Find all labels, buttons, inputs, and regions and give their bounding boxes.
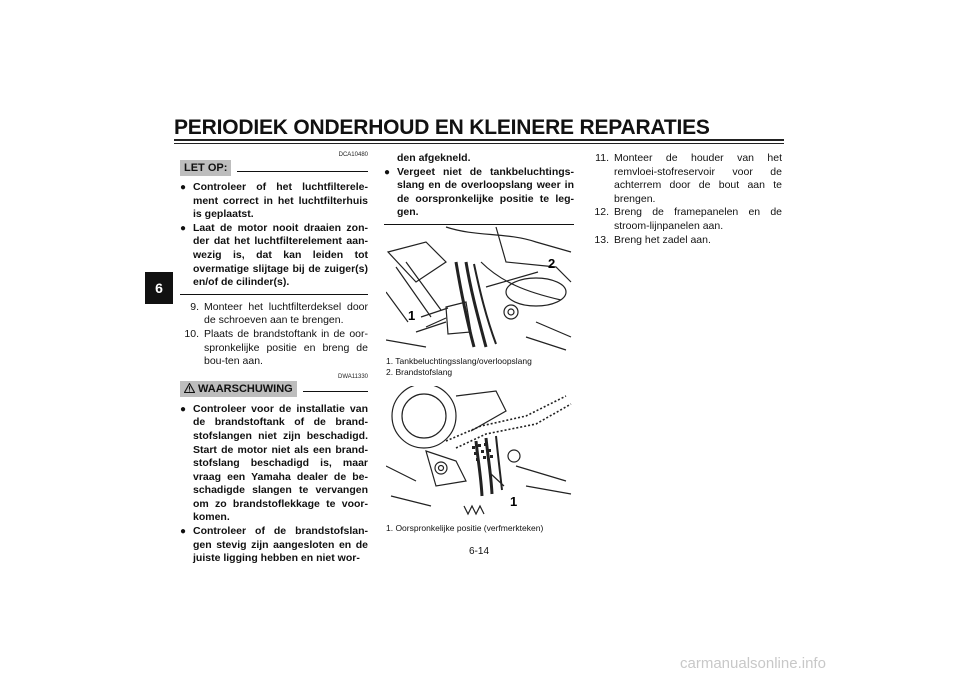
steps-list-a [180,301,368,369]
figure-paint-mark [386,386,576,516]
warning-bullet: ● Vergeet niet de tankbeluchtings-slang en de overloopslang weer in de oorspronkelijke positie te leg-gen. [384,166,574,220]
step-item [590,234,782,248]
notice-code: DCA10480 [338,152,368,158]
warning-rule [303,391,368,392]
step-text: Plaats de brandstoftank in de oor-spronkelijke positie en breng de bou-ten aan. [204,327,368,368]
figure1-label: 1 [408,308,416,323]
step-item [180,328,368,369]
step-text: Breng de framepanelen en de stroom-lijnpanelen aan. [614,206,782,232]
warning-code: DWA11330 [337,373,368,380]
warning-body [180,403,368,566]
caption-line: 1. Tankbeluchtingsslang/overloopslang [386,356,532,366]
step-item [180,301,368,328]
warning-bullet: ● Controleer voor de installatie van de brandstoftank of de brand-stofslangen niet zijn beschadigd. Start de motor niet als een brand-stofslang beschadigd is, maar vraag een Yamaha dealer de be-schadigde slangen te vervangen om zo brandstoflekkage te voor-komen. [180,403,368,525]
caption-line: 1. Oorspronkelijke positie (verfmerkteken) [386,523,544,533]
watermark: carmanualsonline.info [680,655,826,672]
notice-end-rule [180,294,368,295]
figure-fuel-hoses [386,222,576,352]
step-number: 10. [184,327,199,340]
warning-bullet: ● Controleer of de brandstofslan-gen stevig zijn aangesloten en de juiste ligging hebben en niet wor- [180,525,368,566]
warning-label-box [180,381,297,397]
step-number: 11. [595,152,609,164]
figure2-label: 1 [510,494,518,509]
figure2-caption [386,523,576,534]
page-number: 6-14 [468,546,489,557]
warning-label: WAARSCHUWING [198,382,293,395]
figure1-caption [386,356,576,378]
notice-bullet: ● Controleer of het luchtfilterele-ment correct in het luchtfilterhuis is geplaatst. [180,181,368,222]
step-text: Monteer het luchtfilterdeksel door de schroeven aan te brengen. [204,300,368,327]
step-number: 12. [594,206,609,219]
title-rule-thin [174,143,784,144]
chapter-tab: 6 [145,272,173,304]
notice-header [180,160,368,176]
column-middle [384,152,574,225]
notice-rule [237,171,368,172]
step-item [590,152,782,206]
steps-list-b [590,152,782,247]
notice-bullet: ● Laat de motor nooit draaien zon-der dat het luchtfilterelement aan-wezig is, dat kan leiden tot overmatige slijtage bij de zuiger(s) en/of de cilinder(s). [180,222,368,290]
title-rule [174,139,784,141]
step-text: Monteer de houder van het remvloei-stofreservoir voor de achterrem door de bout aan te brengen. [614,152,782,205]
warning-continued [384,152,574,220]
warning-triangle-icon [184,383,195,393]
page-title: PERIODIEK ONDERHOUD EN KLEINERE REPARATIES [174,116,710,139]
step-number: 13. [594,233,609,246]
warning-header [180,381,368,397]
step-text: Breng het zadel aan. [614,233,711,246]
column-left [180,152,368,566]
warning-continuation: den afgekneld. [397,152,471,164]
caption-line: 2. Brandstofslang [386,367,453,377]
notice-body [180,181,368,290]
step-number: 9. [190,300,199,313]
step-item [590,206,782,233]
figure1-label: 2 [548,256,556,271]
notice-label: LET OP: [180,160,231,176]
